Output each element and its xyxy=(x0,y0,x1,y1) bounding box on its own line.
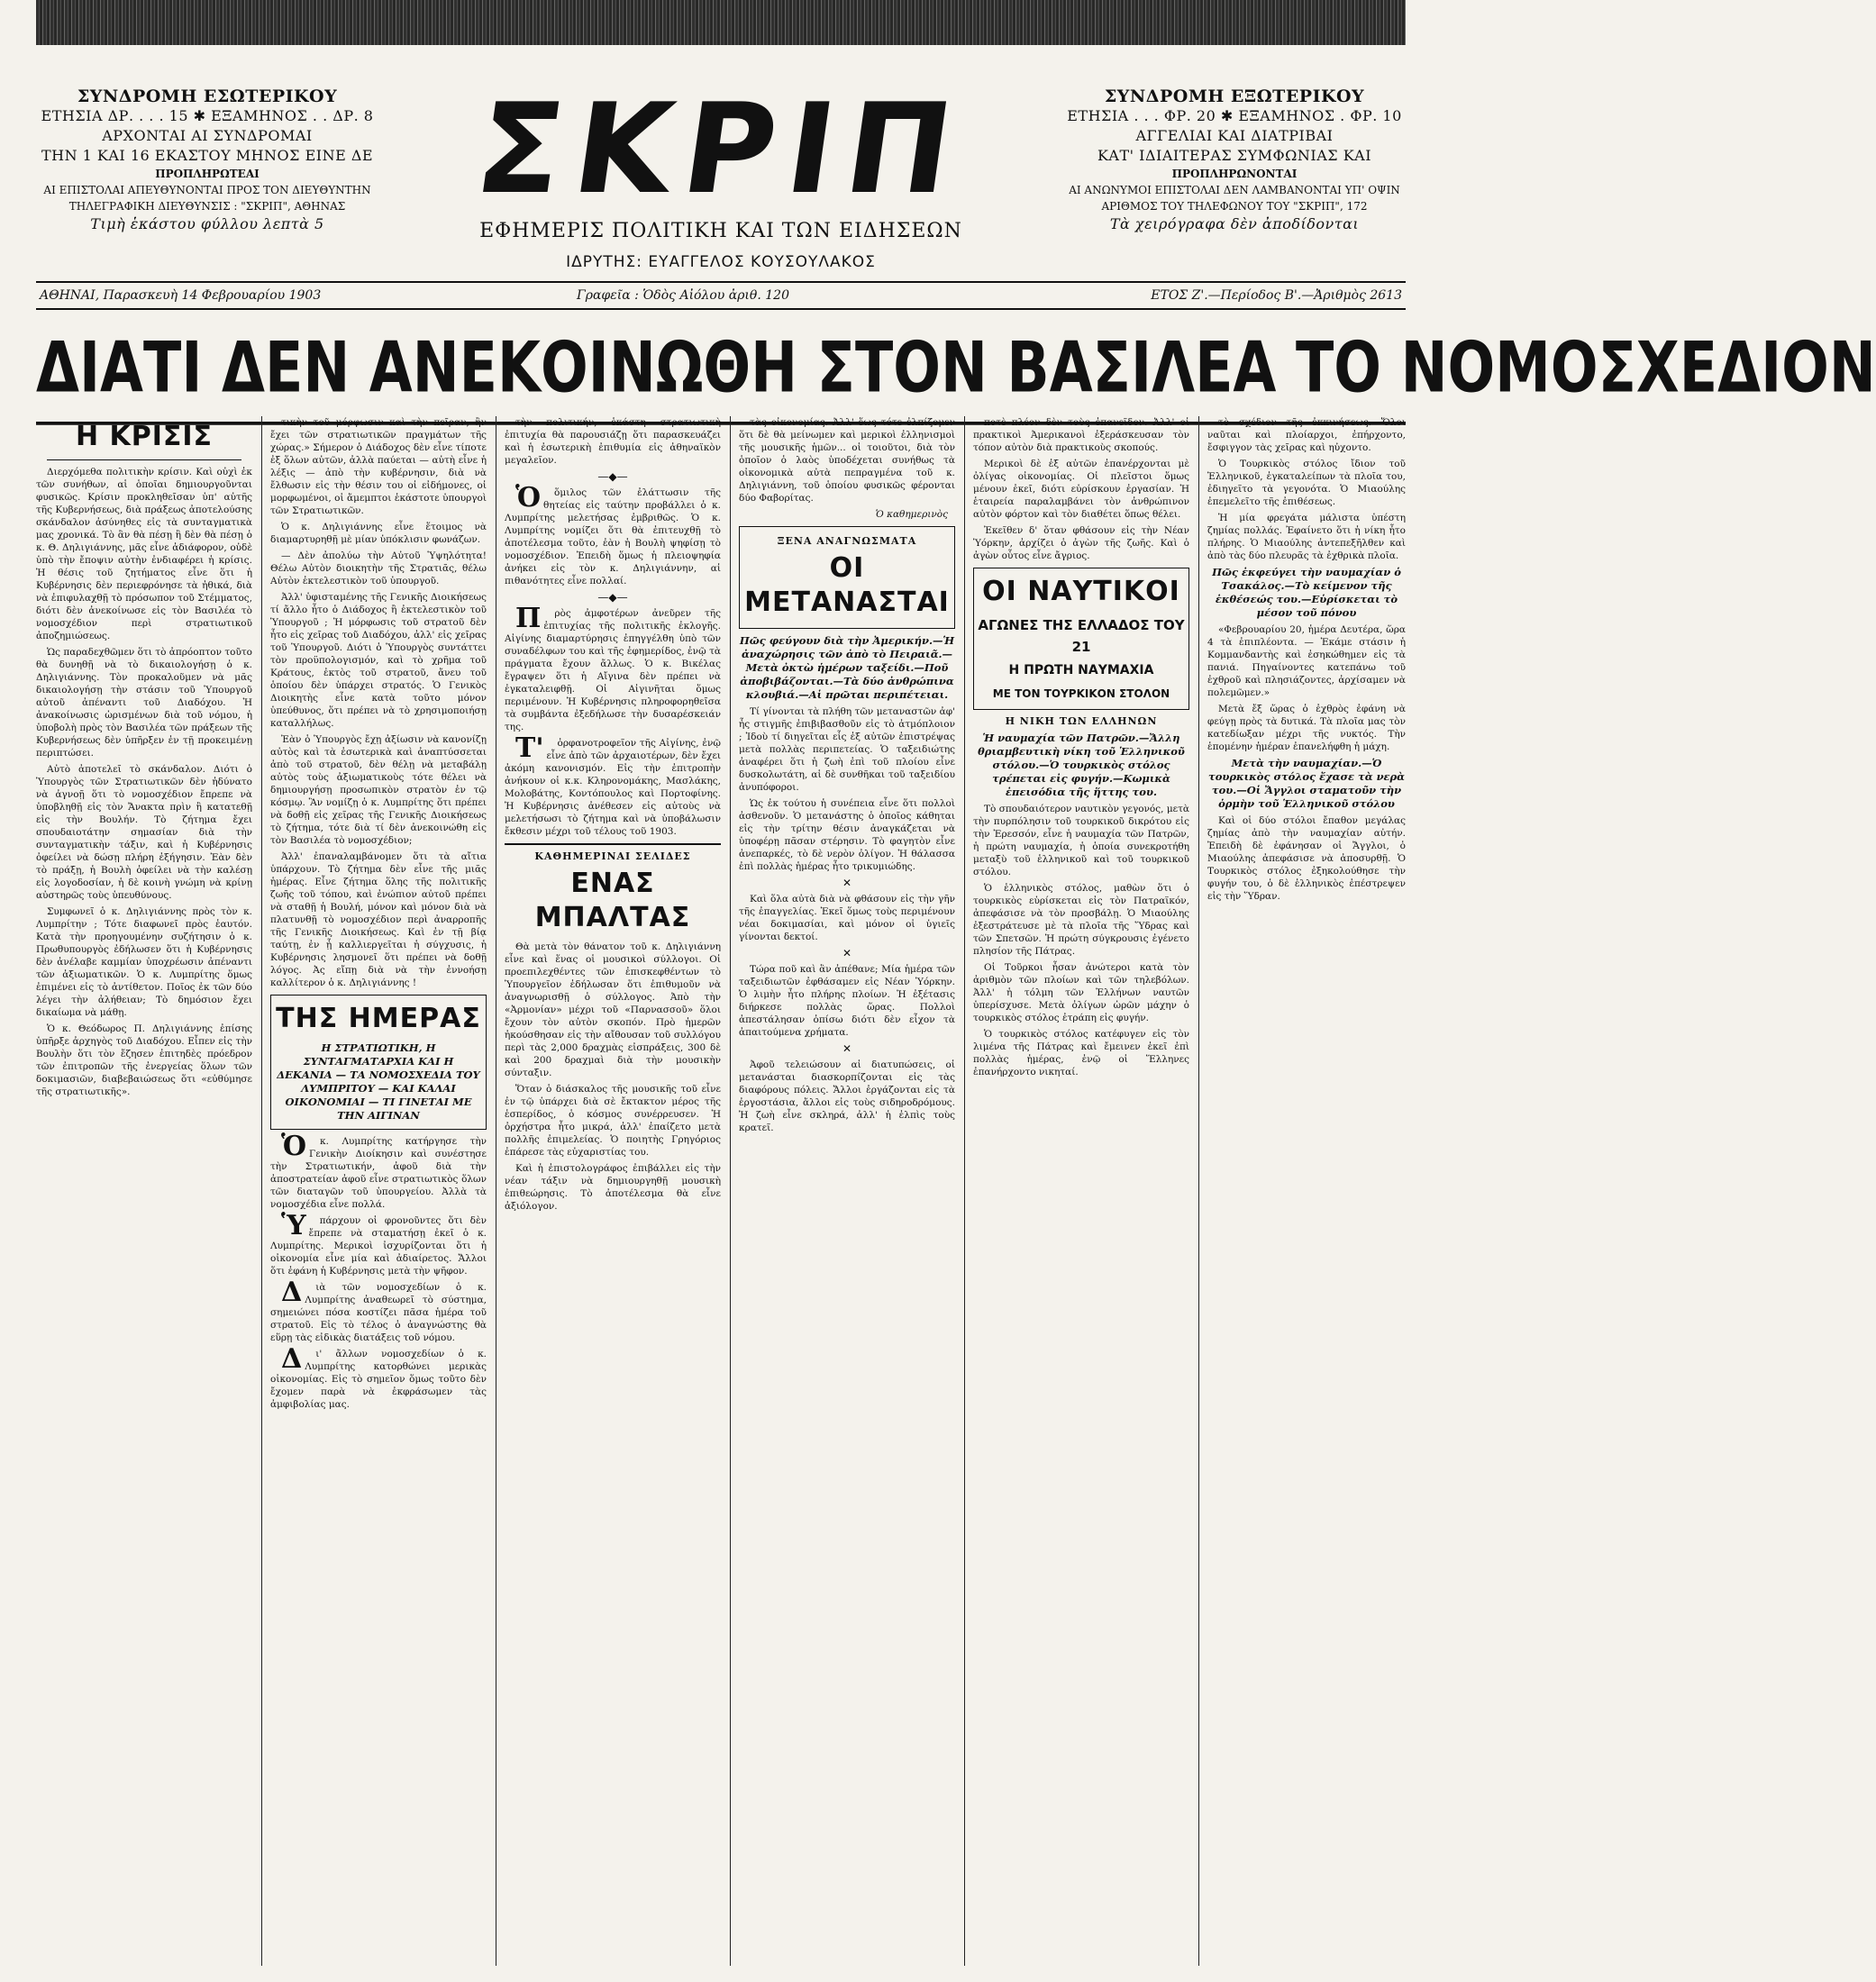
domestic-subscription-title: ΣΥΝΔΡΟΜΗ ΕΣΩΤΕΡΙΚΟΥ xyxy=(77,86,338,106)
left-info-5: ΤΗΛΕΓΡΑΦΙΚΗ ΔΙΕΥΘΥΝΣΙΣ : "ΣΚΡΙΠ", ΑΘΗΝΑΣ xyxy=(68,200,346,213)
article-deck: Πῶς ἐκφεύγει τὴν ναυμαχίαν ὁ Τσακάλος.—Τὸ κείμενον τῆς ἐκθέσεώς του.—Εὑρίσκεται τὸ μέσον τοῦ πόνου xyxy=(1212,566,1401,619)
article-title-metanastai: ΟΙ ΜΕΤΑΝΑΣΤΑΙ xyxy=(744,552,950,618)
article-title-krisis: Η ΚΡΙΣΙΣ xyxy=(75,421,214,452)
scan-noise-band xyxy=(36,0,1406,45)
right-info-3: ΠΡΟΠΛΗΡΩΝΟΝΤΑΙ xyxy=(1171,168,1298,180)
paragraph: Ὡς ἐκ τούτου ἡ συνέπεια εἶνε ὅτι πολλοὶ ἀσθενοῦν. Ὁ μετανάστης ὁ ὁποῖος κάθηται εἰς τὴν τρίτην θέσιν ἀναγκάζεται νὰ ὑποφέρῃ πᾶσαν στέρησιν. Τὸ φαγητὸν εἶνε ἀνεπαρκές, τὸ δὲ νερὸν ὀλίγον. Ἡ θάλασσα ἐπὶ πολλὰς ἡμέρας ἦτο τρικυμιώδης. xyxy=(739,798,955,872)
masthead xyxy=(36,77,1406,271)
column-5 xyxy=(973,416,1189,1966)
ornament-divider: —◆— xyxy=(597,591,628,604)
paragraph: Ὅταν ὁ διάσκαλος τῆς μουσικῆς τοῦ εἶνε ἐν τῷ ὑπάρχει διὰ σὲ ἔκτακτον μέρος τῆς ἑσπερίδος, ὁ κόσμος συνέρρευσεν. Ἡ ὀρχήστρα ἦτο μικρά, ἀλλ' ἐπαίζετο μετὰ πολλῆς ἐπιμελείας. Ὁ ποιητὴς Γρηγόριος ἐπάρεσε τὰς εὐχαριστίας του. xyxy=(505,1084,721,1158)
main-headline: ΔΙΑΤΙ ΔΕΝ ΑΝΕΚΟΙΝΩΘΗ ΣΤΟΝ ΒΑΣΙΛΕΑ ΤΟ ΝΟΜΟΣΧΕΔΙΟΝ xyxy=(36,314,1406,425)
paragraph: «Φεβρουαρίου 20, ἡμέρα Δευτέρα, ὥρα 4 τὰ ἐπιπλέοντα. — Ἐκάμε στάσιν ἡ Κομμανδαντὴς καὶ ἐσηκώθημεν εἰς τὰ πανιά. Πηγαίνοντες κατεπάνω τοῦ ἐχθροῦ καὶ πλησιάζοντες, ἀρχίσαμεν νὰ πολεμῶμεν.» xyxy=(1207,624,1406,698)
issue-number: ΕΤΟΣ Ζ'.—Περίοδος Β'.—Ἀριθμὸς 2613 xyxy=(1151,288,1402,303)
column-2 xyxy=(270,416,487,1966)
right-info-4: ΑΙ ΑΝΩΝΥΜΟΙ ΕΠΙΣΤΟΛΑΙ ΔΕΝ ΛΑΜΒΑΝΟΝΤΑΙ ΥΠ' ΟΨΙΝ xyxy=(1069,184,1400,196)
paragraph: Ὁκ. Λυμπρίτης κατήργησε τὴν Γενικὴν Διοίκησιν καὶ συνέστησε τὴν Στρατιωτικήν, ἀφοῦ διὰ τὴν ἀποστρατείαν ἀφοῦ εἶνε στρατιωτικὸς ὅλων τῶν διαταγῶν τοῦ ὑπουργείου. Ἀλλὰ τὰ νομοσχέδια εἶνε πολλά. xyxy=(270,1131,487,1210)
paragraph: Οἱ Τοῦρκοι ἦσαν ἀνώτεροι κατὰ τὸν ἀριθμὸν τῶν πλοίων καὶ τῶν τηλεβόλων. Ἀλλ' ἡ τόλμη τῶν Ἑλλήνων ναυτῶν ὑπερίσχυσε. Μετὰ ὀλίγων ὡρῶν μάχην ὁ τουρκικὸς στόλος ἐτράπη εἰς φυγήν. xyxy=(973,962,1189,1023)
section-title-tis-imeras: ΤΗΣ ΗΜΕΡΑΣ xyxy=(276,1003,481,1034)
manuscripts-note: Τὰ χειρόγραφα δὲν ἀποδίδονται xyxy=(1109,215,1360,232)
paragraph: Διερχόμεθα πολιτικὴν κρίσιν. Καὶ οὐχὶ ἐκ τῶν συνήθων, αἱ ὁποῖαι δημιουργοῦνται φυσικῶς. Κρίσιν προκληθεῖσαν ὑπ' αὐτῆς τῆς Κυβερνήσεως, διὰ πράξεως ἀποτελούσης σκάνδαλον ἀσύνηθες εἰς τὰ συνταγματικὰ μας χρονικά. Τὸ ἂν θὰ πέσῃ ἢ δὲν θὰ πέσῃ ὁ κ. Θ. Δηλιγιάννης, μᾶς εἶνε ἀδιάφορον, οὐδὲ ὑπὸ τὴν ἔποψιν αὐτὴν ἐνδιαφέρει ἡ κρίσις. Ἡ θέσις τοῦ ζητήματος εἶνε ὅτι ἡ Κυβέρνησις δὲν περιεφρόνησε τὰ ἠθικά, διὰ νὰ ἐπιφυλαχθῇ τὸ πρόσωπον τοῦ Στέμματος, διότι δὲν ἀνεκοίνωσε εἰς τὸν Βασιλέα τὸ νομοσχέδιον περὶ στρατιωτικοῦ ἀποζημιώσεως. xyxy=(36,467,252,641)
right-info-1: ΑΓΓΕΛΙΑΙ ΚΑΙ ΔΙΑΤΡΙΒΑΙ xyxy=(1135,127,1334,144)
paragraph: τὸ σχέδιον τῆς ἐκκινήσεως. Ὅλοι ναῦται καὶ πλοίαρχοι, ἐπήρχοντο, ἔσφιγγον τὰς χεῖρας καὶ ηὐχοντο. xyxy=(1207,417,1406,453)
ornament-divider: ✕ xyxy=(842,947,852,959)
paragraph: Μερικοὶ δὲ ἐξ αὐτῶν ἐπανέρχονται μὲ ὀλίγας οἰκονομίας. Οἱ πλεῖστοι ὅμως μένουν ἐκεῖ, διότι εὑρίσκουν ἐργασίαν. Ἡ ἑταιρεία παραλαμβάνει τὸν ἀνθρώπινον αὐτὸν φόρτον καὶ τὸν διαθέτει ὅπως θέλει. xyxy=(973,459,1189,520)
paragraph: Ἀλλ' ἐπαναλαμβάνομεν ὅτι τὰ αἴτια ὑπάρχουν. Τὸ ζήτημα δὲν εἶνε τῆς μιᾶς ἡμέρας. Εἶνε ζήτημα ὅλης τῆς πολιτικῆς ζωῆς τοῦ τόπου, καὶ ἐνώπιον αὐτοῦ πρέπει νὰ σταθῇ ἡ Βουλή, μόνον καὶ μόνον διὰ νὰ πλατυνθῇ τὸ νομοσχέδιον περὶ ἀναρροπῆς τῆς Γενικῆς Διοικήσεως. Καὶ ἐν τῇ βίᾳ ταύτῃ, ἐν ᾗ καλλιεργεῖται ἡ σύγχυσις, ἡ Κυβέρνησις λησμονεῖ ὅτι πρέπει νὰ δοθῇ λόγος. Ἀς εἴπῃ διὰ νὰ τὴν ἐννοήσῃ καλλίτερον ὁ κ. Δηλιγιάννης ! xyxy=(270,851,487,988)
right-info-5: ΑΡΙΘΜΟΣ ΤΟΥ ΤΗΛΕΦΩΝΟΥ ΤΟΥ "ΣΚΡΙΠ", 172 xyxy=(1101,200,1368,213)
section-kicker: ΚΑΘΗΜΕΡΙΝΑΙ ΣΕΛΙΔΕΣ xyxy=(534,850,691,862)
column-1 xyxy=(36,416,252,1966)
article-subtitle: ΑΓΩΝΕΣ ΤΗΣ ΕΛΛΑΔΟΣ ΤΟΥ 21 xyxy=(978,617,1185,655)
paragraph: Ἡ μία φρεγάτα μάλιστα ὑπέστη ζημίας πολλάς. Ἐφαίνετο ὅτι ἡ νίκη ἦτο πλήρης. Ὁ Μιαούλης ἀντεπεξῆλθεν καὶ ἀπὸ τὰς δύο πλευρᾶς τὰ ἐχθρικὰ πλοῖα. xyxy=(1207,513,1406,561)
domestic-rates: ΕΤΗΣΙΑ ΔΡ. . . . 15 ✱ ΕΞΑΜΗΝΟΣ . . ΔΡ. 8 xyxy=(41,107,374,124)
paragraph: Μετὰ ἔξ ὥρας ὁ ἐχθρὸς ἐφάνη νὰ φεύγῃ πρὸς τὰ δυτικά. Τὰ πλοῖα μας τὸν κατεδίωξαν μέχρι τῆς νυκτός. Τὴν ἑπομένην ἡμέραν ἐπανελήφθη ἡ μάχη. xyxy=(1207,704,1406,752)
section-kicker: ΞΕΝΑ ΑΝΑΓΝΩΣΜΑΤΑ xyxy=(777,535,917,547)
paragraph: τικὴν τοῦ μόρφωσιν καὶ τὴν πεῖραν, ἢν ἔχει τῶν στρατιωτικῶν πραγμάτων τῆς χώρας.» Σήμερον ὁ Διάδοχος δὲν εἶνε τίποτε ἐξ ὅλων αὐτῶν, ἀλλὰ παύεται — αὐτὴ εἶνε ἡ λέξις — ἀπὸ τὴν κυβέρνησιν, διὰ νὰ ἔλθωσιν εἰς τὴν θέσιν του οἱ εἰδήμονες, οἱ μορφωμένοι, οἱ ἄμεμπτοι ἑκάστοτε ὑπουργοὶ τῶν Στρατιωτικῶν. xyxy=(270,417,487,516)
paragraph: Ἐκεῖθεν δ' ὅταν φθάσουν εἰς τὴν Νέαν Ὑόρκην, ἀρχίζει ὁ ἀγὼν τῆς ζωῆς. Καὶ ὁ ἀγὼν οὗτος εἶνε ἄγριος. xyxy=(973,525,1189,561)
article-subtitle-3: ΜΕ ΤΟΝ ΤΟΥΡΚΙΚΟΝ ΣΤΟΛΟΝ xyxy=(992,687,1170,700)
article-deck: Ἡ ναυμαχία τῶν Πατρῶν.—Ἄλλη θριαμβευτικὴ νίκη τοῦ Ἑλληνικοῦ στόλου.—Ὁ τουρκικὸς στόλος τρέπεται εἰς φυγήν.—Κωμικὰ ἐπεισόδια τῆς ἥττης του. xyxy=(978,732,1185,798)
paragraph: Ὁ Τουρκικὸς στόλος ἴδιον τοῦ Ἑλληνικοῦ, ἐγκαταλείπων τὰ πλοῖα του, ἐδιηγεῖτο τὰ γεγονότα. Ὁ Μιαούλης ἐπεμελεῖτο τῆς ἐπιθέσεως. xyxy=(1207,459,1406,507)
paragraph: Ὡς παραδεχθῶμεν ὅτι τὸ ἀπρόοπτον τοῦτο θὰ δυνηθῇ νὰ τὸ δικαιολογήσῃ ὁ κ. Δηλιγιάννης. Τὸν προκαλοῦμεν νὰ μᾶς δικαιολογήσῃ τὴν στάσιν τοῦ Ὑπουργοῦ αὐτοῦ ἀπέναντι τοῦ Διαδόχου. Ἡ ἀνακοίνωσις ὡρισμένων διὰ τοῦ νόμου, ἡ ὑποβολὴ πρὸς τὸν Βασιλέα τῶν πράξεων τῆς Κυβερνήσεως δὲν ὑπῆρξεν ἐν τῇ προκειμένῃ περιπτώσει. xyxy=(36,647,252,759)
ornament-divider: —◆— xyxy=(597,470,628,483)
divider xyxy=(505,843,721,845)
paragraph: Δι' ἄλλων νομοσχεδίων ὁ κ. Λυμπρίτης κατορθώνει μερικὰς οἰκονομίας. Εἰς τὸ σημεῖον ὅμως τοῦτο δὲν ἔχομεν παρὰ νὰ ἐκφράσωμεν τὰς ἀμφιβολίας μας. xyxy=(270,1343,487,1410)
masthead-right-box xyxy=(1063,86,1406,234)
section-kicker: Η ΝΙΚΗ ΤΩΝ ΕΛΛΗΝΩΝ xyxy=(1005,715,1158,727)
paragraph: Αὐτὸ ἀποτελεῖ τὸ σκάνδαλον. Διότι ὁ Ὑπουργὸς τῶν Στρατιωτικῶν δὲν ἠδύνατο νὰ ἀγνοῇ ὅτι τὸ νομοσχέδιον ἔπρεπε νὰ ὑποβληθῇ εἰς τὸν Ἄνακτα πρὶν ἢ κατατεθῇ εἰς τὴν Βουλήν. Τὸ ζήτημα ἔχει σπουδαιοτάτην σημασίαν διὰ τὴν συνταγματικὴν τάξιν, καὶ ἡ Κυβέρνησις ὀφείλει νὰ δώσῃ πλήρη ἐξήγησιν. Ἐὰν δὲν τὸ πράξῃ, ἡ Βουλὴ ὀφείλει νὰ τὴν καλέσῃ εἰς λογοδοσίαν, ἡ δὲ κοινὴ γνώμη νὰ κρίνῃ αὐστηρῶς τοὺς ὑπευθύνους. xyxy=(36,764,252,901)
column-rule xyxy=(730,416,731,1966)
masthead-center xyxy=(414,77,1027,271)
paragraph: Πρὸς ἀμφοτέρων ἀνεῦρεν τῆς ἐπιτυχίας τῆς πολιτικῆς ἐκλογῆς. Αἰγίνης διαμαρτύρησις ἐπηγγέλθη ὑπὸ τῶν συναδέλφων του καὶ τῆς ἐφημερίδος, ἐνῷ τὰ πράγματα ἔχουν ἄλλως. Ὁ κ. Βικέλας ἔγραψεν ὅτι ἡ Αἴγινα δὲν πρέπει νὰ ἐγκαταλειφθῇ. Οἱ Αἰγινῆται ὅμως περιμένουν. Ἡ Κυβέρνησις πληροφορηθεῖσα τὰ συμβάντα ἐξεδήλωσε τὴν δυσαρέσκειάν της. xyxy=(505,603,721,732)
xena-anagnosmata-box xyxy=(739,526,955,629)
paragraph: Καὶ ἡ ἐπιστολογράφος ἐπιβάλλει εἰς τὴν νέαν τάξιν νὰ δημιουργηθῇ μουσικὴ ἐπιθεώρησις. Τὸ ἀποτέλεσμα θὰ εἶνε ἀξιόλογον. xyxy=(505,1163,721,1212)
column-rule xyxy=(964,416,965,1966)
naftikoi-box xyxy=(973,568,1189,710)
paragraph: Ἀλλ' ὑφισταμένης τῆς Γενικῆς Διοικήσεως τί ἄλλο ἦτο ὁ Διάδοχος ἢ ἐκτελεστικὸν τοῦ Ὑπουργοῦ ; Ἡ μόρφωσις τοῦ στρατοῦ δὲν ἦτο εἰς χεῖρας τοῦ Διαδόχου, ἀλλ' εἰς χεῖρας τοῦ Ὑπουργοῦ. Διότι ὁ Ὑπουργὸς συντάττει τὸν προϋπολογισμόν, καὶ τὸ χρῆμα τοῦ Κράτους, ἐκτὸς τοῦ στρατοῦ, ἄνευ τοῦ ὁποίου δὲν ὑπάρχει στρατός. Ὁ Γενικὸς Διοικητὴς εἶνε κατὰ τοῦτο μόνον ὑπεύθυνος, ὅτι πρέπει νὰ τὸ χρησιμοποιήσῃ καταλλήλως. xyxy=(270,592,487,729)
foreign-subscription-title: ΣΥΝΔΡΟΜΗ ΕΞΩΤΕΡΙΚΟΥ xyxy=(1104,86,1365,106)
newspaper-page xyxy=(36,0,1876,1982)
price-per-issue: Τιμὴ ἑκάστου φύλλου λεπτὰ 5 xyxy=(90,215,324,232)
paragraph: — Δὲν ἀπολύω τὴν Αὐτοῦ Ὑψηλότητα! Θέλω Αὐτὸν διοικητὴν τῆς Στρατιᾶς, θέλω Αὐτὸν ἐκτελεστικὸν τοῦ ὑπουργοῦ. xyxy=(270,550,487,586)
column-rule xyxy=(1198,416,1199,1966)
left-info-3: ΠΡΟΠΛΗΡΩΤΕΑΙ xyxy=(155,168,260,180)
paragraph: Τὸ σπουδαιότερον ναυτικὸν γεγονός, μετὰ τὴν πυρπόλησιν τοῦ τουρκικοῦ δικρότου εἰς τὴν Ἐρεσσόν, εἶνε ἡ ναυμαχία τῶν Πατρῶν, ἡ πρώτη ναυμαχία, ἡ ὁποία συνεκροτήθη μεταξὺ τοῦ ἑλληνικοῦ καὶ τοῦ τουρκικοῦ στόλου. xyxy=(973,804,1189,877)
column-4 xyxy=(739,416,955,1966)
article-title-naftikoi: ΟΙ ΝΑΥΤΙΚΟΙ xyxy=(982,576,1180,607)
article-subtitle-2: Η ΠΡΩΤΗ ΝΑΥΜΑΧΙΑ xyxy=(1008,663,1154,677)
foreign-rates: ΕΤΗΣΙΑ . . . ΦΡ. 20 ✱ ΕΞΑΜΗΝΟΣ . ΦΡ. 10 xyxy=(1067,107,1402,124)
paragraph: Θὰ μετὰ τὸν θάνατον τοῦ κ. Δηλιγιάννη εἶνε καὶ ἕνας οἱ μουσικοὶ σύλλογοι. Οἱ προεπιλεχθέντες τῶν ἐπισκεφθέντων τὸ Ὑπουργεῖον ἐδήλωσαν ὅτι ἐπιθυμοῦν νὰ ἀναγνωρισθῇ ὁ σύλλογος. Ἀπὸ τὴν «Ἀρμονίαν» μέχρι τοῦ «Παρνασσοῦ» ὅλοι ἔχουν τὸν αὐτὸν σκοπόν. Πρὸ ἡμερῶν ἠκούσθησαν εἰς τὴν αἴθουσαν τοῦ συλλόγου περὶ τὰς 2,000 δραχμὰς εἰσπράξεις, 300 δὲ καὶ 200 δραχμαὶ διὰ τὴν μουσικὴν σύνταξιν. xyxy=(505,941,721,1078)
paragraph: Ὁὅμιλος τῶν ἐλάττωσιν τῆς θητείας εἰς ταύτην προβάλλει ὁ κ. Λυμπρίτης μελετήσας ἐμβριθῶς. Ὁ κ. Λυμπρίτης νομίζει ὅτι θὰ ἐπιτευχθῇ τὸ ἀποτέλεσμα τοῦτο, ἐὰν ἡ Βουλὴ ψηφίσῃ τὸ νομοσχέδιον. Ἐπειδὴ ὅμως ἡ πλειοψηφία ἀνήκει εἰς τὸν κ. Δηλιγιάννην, αἱ πιθανότητες εἶνε πολλαί. xyxy=(505,482,721,586)
paragraph: Ὁ ἑλληνικὸς στόλος, μαθὼν ὅτι ὁ τουρκικὸς εὑρίσκεται εἰς τὸν Πατραϊκόν, ἀπεφάσισε νὰ τὸν προσβάλῃ. Ὁ Μιαούλης ἐξεστράτευσε μὲ τὰ πλοῖα τῆς Ὕδρας καὶ τῶν Σπετσῶν. Ἡ πρώτη σύγκρουσις ἐγένετο πλησίον τῆς Πάτρας. xyxy=(973,883,1189,957)
issue-date: ΑΘΗΝΑΙ, Παρασκευὴ 14 Φεβρουαρίου 1903 xyxy=(40,288,322,303)
paragraph: Τώρα ποῦ καὶ ἂν ἀπέθανε; Μία ἡμέρα τῶν ταξειδιωτῶν ἐφθάσαμεν εἰς Νέαν Ὑόρκην. Ὁ λιμὴν ἦτο πλήρης πλοίων. Ἡ ἐξέτασις διήρκεσε πολλὰς ὥρας. Πολλοὶ ἀπεστάλησαν ὀπίσω διότι δὲν εἶχον τὰ ἀπαιτούμενα χρήματα. xyxy=(739,964,955,1038)
column-rule xyxy=(261,416,262,1966)
newspaper-founder: ΙΔΡΥΤΗΣ: ΕΥΑΓΓΕΛΟΣ ΚΟΥΣΟΥΛΑΚΟΣ xyxy=(566,253,876,271)
paragraph: Ἀφοῦ τελειώσουν αἱ διατυπώσεις, οἱ μετανάσται διασκορπίζονται εἰς τὰς διαφόρους πόλεις. Ἄλλοι ἐργάζονται εἰς τὰ ἐργοστάσια, ἄλλοι εἰς τοὺς σιδηροδρόμους. Ἡ ζωὴ εἶνε σκληρά, ἀλλ' ἡ ἐλπὶς τοὺς κρατεῖ. xyxy=(739,1059,955,1133)
column-6 xyxy=(1207,416,1406,1966)
masthead-left-box xyxy=(36,86,378,234)
article-columns xyxy=(36,416,1406,1975)
paragraph: Καὶ οἱ δύο στόλοι ἔπαθον μεγάλας ζημίας ἀπὸ τὴν ναυμαχίαν αὐτήν. Ἐπειδὴ δὲ ἐφάνησαν οἱ Ἄγγλοι, ὁ Μιαούλης ἀπεφάσισε νὰ ἀποσυρθῇ. Ὁ Τουρκικὸς στόλος ἐξηκολούθησε τὴν φυγήν του, ὁ δὲ ἑλληνικὸς ἐπέστρεψεν εἰς τὴν Ὕδραν. xyxy=(1207,815,1406,902)
ornament-divider: ✕ xyxy=(842,877,852,889)
left-info-1: ΑΡΧΟΝΤΑΙ ΑΙ ΣΥΝΔΡΟΜΑΙ xyxy=(102,127,313,144)
newspaper-subtitle: ΕΦΗΜΕΡΙΣ ΠΟΛΙΤΙΚΗ ΚΑΙ ΤΩΝ ΕΙΔΗΣΕΩΝ xyxy=(479,220,962,242)
column-3 xyxy=(505,416,721,1966)
article-deck: Πῶς φεύγουν διὰ τὴν Ἀμερικήν.—Ἡ ἀναχώρησις τῶν ἀπὸ τὸ Πειραιᾶ.—Μετὰ ὀκτὼ ἡμέρων ταξείδι.—Ποῦ ἀποβιβάζονται.—Τὰ δύο ἀνθρώπινα κλουβιά.—Αἱ πρῶται περιπέτειαι. xyxy=(739,634,955,701)
section-deck: Η ΣΤΡΑΤΙΩΤΙΚΗ, Η ΣΥΝΤΑΓΜΑΤΑΡΧΙΑ ΚΑΙ Η ΔΕΚΑΝΙΑ — ΤΑ ΝΟΜΟΣΧΕΔΙΑ ΤΟΥ ΛΥΜΠΡΙΤΟΥ — ΚΑΙ ΚΑΛΑΙ ΟΙΚΟΝΟΜΙΑΙ — ΤΙ ΓΙΝΕΤΑΙ ΜΕ ΤΗΝ ΑΙΓΙΝΑΝ xyxy=(277,1041,480,1122)
paragraph: Συμφωνεῖ ὁ κ. Δηλιγιάννης πρὸς τὸν κ. Λυμπρίτην ; Τότε διαφωνεῖ πρὸς ἑαυτόν. Κατὰ τὴν προηγουμένην συζήτησιν ὁ κ. Πρωθυπουργὸς ἐδήλωσεν ὅτι ἡ Κυβέρνησις δὲν ἀνέλαβε καμμίαν ὑποχρέωσιν ἀπέναντι τῶν ἀξιωματικῶν. Ὁ κ. Λυμπρίτης ὅμως ἐπιμένει εἰς τὸ ἀντίθετον. Ποῖος ἐκ τῶν δύο λέγει τὴν ἀλήθειαν; Τὸ δημόσιον ἔχει δικαίωμα νὰ μάθῃ. xyxy=(36,906,252,1018)
divider xyxy=(47,459,241,460)
tis-imeras-box xyxy=(270,995,487,1130)
paragraph: Καὶ ὅλα αὐτὰ διὰ νὰ φθάσουν εἰς τὴν γῆν τῆς ἐπαγγελίας. Ἐκεῖ ὅμως τοὺς περιμένουν νέαι δοκιμασίαι, καὶ μόνον οἱ ὑγιεῖς γίνονται δεκτοί. xyxy=(739,894,955,942)
paragraph: Διὰ τῶν νομοσχεδίων ὁ κ. Λυμπρίτης ἀναθεωρεῖ τὸ σύστημα, σημειώνει πόσα κοστίζει πᾶσα ἡμέρα τοῦ στρατοῦ. Εἰς τὸ τέλος ὁ ἀναγνώστης θὰ εὕρῃ τὰς εἰδικὰς διατάξεις τοῦ νόμου. xyxy=(270,1277,487,1343)
paragraph: Τ'ὀρφανοτροφεῖον τῆς Αἰγίνης, ἐνῷ εἶνε ἀπὸ τῶν ἀρχαιοτέρων, δὲν ἔχει ἀκόμη κανονισμόν. Εἰς τὴν ἐπιτροπὴν ἀνήκουν οἱ κ.κ. Κληρονομάκης, Μασλάκης, Μολοβάτης, Κοντόπουλος καὶ Πορτοφίνης. Ἡ Κυβέρνησις ἀνέθεσεν εἰς αὐτοὺς νὰ μελετήσωσι τὸ ζήτημα καὶ νὰ ὑποβάλωσιν ἔκθεσιν μέχρι τοῦ τέλους τοῦ 1903. xyxy=(505,732,721,837)
paragraph: Ὁ τουρκικὸς στόλος κατέφυγεν εἰς τὸν λιμένα τῆς Πάτρας καὶ ἔμεινεν ἐκεῖ ἐπὶ πολλὰς ἡμέρας, ἐνῷ οἱ Ἕλληνες ἐπανήρχοντο νικηταί. xyxy=(973,1029,1189,1077)
article-deck-2: Μετὰ τὴν ναυμαχίαν.—Ὁ τουρκικὸς στόλος ἔχασε τὰ νερὰ του.—Οἱ Ἄγγλοι σταματοῦν τὴν ὁρμὴν τοῦ Ἑλληνικοῦ στόλου xyxy=(1207,757,1406,810)
ornament-divider: ✕ xyxy=(842,1042,852,1055)
office-address: Γραφεῖα : Ὁδὸς Αἰόλου ἀριθ. 120 xyxy=(577,288,789,303)
paragraph: Ὁ κ. Δηλιγιάννης εἶνε ἕτοιμος νὰ διαμαρτυρηθῇ μὲ μίαν ὑπόκλισιν φωνάζων. xyxy=(270,522,487,545)
paragraph: τὰς οἰκονομίας. Ἀλλ' ἕως τότε ἐλπίζομεν ὅτι δὲ θὰ μείνωμεν καὶ μερικοὶ ἐλληνισμοὶ τῆς μουσικῆς ἡμῶν... οἱ τοιοῦτοι, διὰ τὸν ὁποῖον ὁ λαὸς ὑποδέχεται συνήθως τὰ οἰκονομικὰ αὐτὰ πεπραγμένα τοῦ κ. Δηλιγιάννη, τοῦ ὁποίου φυσικῶς φέρονται δύο Φαβορίτας. xyxy=(739,417,955,504)
paragraph: Ἐὰν ὁ Ὑπουργὸς ἔχῃ ἀξίωσιν νὰ κανονίζῃ αὐτὸς καὶ τὰ ἐσωτερικὰ καὶ ἀναπτύσσεται ἀπὸ τοῦ στρατοῦ, δὲν θέλῃ νὰ μεταβάλῃ αὐτὸς τοὺς ἀξιωματικοὺς τότε θέλει νὰ δημιουργήσῃ προσωπικὸν στρατὸν ἐν τῷ κόσμῳ. Ἂν νομίζῃ ὁ κ. Λυμπρίτης ὅτι πρέπει νὰ δοθῇ εἰς χεῖρας τῆς Γενικῆς Διοικήσεως τὸ ζήτημα, τότε διὰ τί δὲν ἀνεκοινώθη εἰς τὸν Βασιλέα τὸ νομοσχέδιον; xyxy=(270,734,487,846)
right-info-2: ΚΑΤ' ΙΔΙΑΙΤΕΡΑΣ ΣΥΜΦΩΝΙΑΣ ΚΑΙ xyxy=(1097,147,1372,164)
paragraph: ποτὲ πλέον δὲν τοὺς ἐπανεῖδον. Ἀλλ' οἱ πρακτικοὶ Ἀμερικανοὶ ἐξεράσκευσαν τὸν τόπον αὐτὸν διὰ πρακτικοὺς σκοπούς. xyxy=(973,417,1189,453)
left-info-2: ΤΗΝ 1 ΚΑΙ 16 ΕΚΑΣΤΟΥ ΜΗΝΟΣ ΕΙΝΕ ΔΕ xyxy=(41,147,374,164)
paragraph: τὴν πολιτικήν, ἑκάστη στρατιωτικὴ ἐπιτυχία θὰ παρουσιάζῃ ὅτι παρασκευάζει καὶ ἡ ἐσωτερικὴ ἐπιθυμία εἰς ἀθηναϊκὸν μεγαλεῖον. xyxy=(505,417,721,466)
newspaper-logo: ΣΚΡΙΠ xyxy=(468,77,974,222)
dateline-bar xyxy=(36,281,1406,310)
paragraph: Ὁ κ. Θεόδωρος Π. Δηλιγιάννης ἐπίσης ὑπῆρξε ἀρχηγὸς τοῦ Διαδόχου. Εἶπεν εἰς τὴν Βουλὴν ὅτι τὸν ἔζησεν ἐπιτηδὲς πρόεδρον τῶν ἐπιτροπῶν τῆς ἐνεργείας ὅλων τῶν δοκιμασιῶν, διαβεβαιώσεως ὅτι «εὐθύμησε τῆς στρατιωτικῆς». xyxy=(36,1023,252,1097)
author-signature: Ὁ καθημερινὸς xyxy=(875,509,948,520)
article-title-enas-mpaltas: ΕΝΑΣ ΜΠΑΛΤΑΣ xyxy=(534,868,691,933)
paragraph: Τί γίνονται τὰ πλήθη τῶν μεταναστῶν ἀφ' ἧς στιγμῆς ἐπιβιβασθοῦν εἰς τὸ ἀτμόπλοιον ; Ἰδοὺ τί διηγεῖται εἷς ἐξ αὐτῶν ἐπιστρέψας μετὰ πολλὰς περιπετείας. Ὁ ταξειδιώτης ἀναφέρει ὅτι ἡ ζωὴ ἐπὶ τοῦ πλοίου εἶνε δυσκολωτάτη, αἱ δὲ συνθῆκαι τοῦ ταξειδίου ἀνυπόφοροι. xyxy=(739,706,955,793)
left-info-4: ΑΙ ΕΠΙΣΤΟΛΑΙ ΑΠΕΥΘΥΝΟΝΤΑΙ ΠΡΟΣ ΤΟΝ ΔΙΕΥΘΥΝΤΗΝ xyxy=(43,184,371,196)
paragraph: Ὑπάρχουν οἱ φρονοῦντες ὅτι δὲν ἔπρεπε νὰ σταματήσῃ ἐκεῖ ὁ κ. Λυμπρίτης. Μερικοὶ ἰσχυρίζονται ὅτι ἡ οἰκονομία εἶνε μία καὶ ἀδιαίρετος. Ἄλλοι ὅτι ἐφάνη ἡ Κυβέρνησις μετὰ τὴν ψῆφον. xyxy=(270,1210,487,1277)
